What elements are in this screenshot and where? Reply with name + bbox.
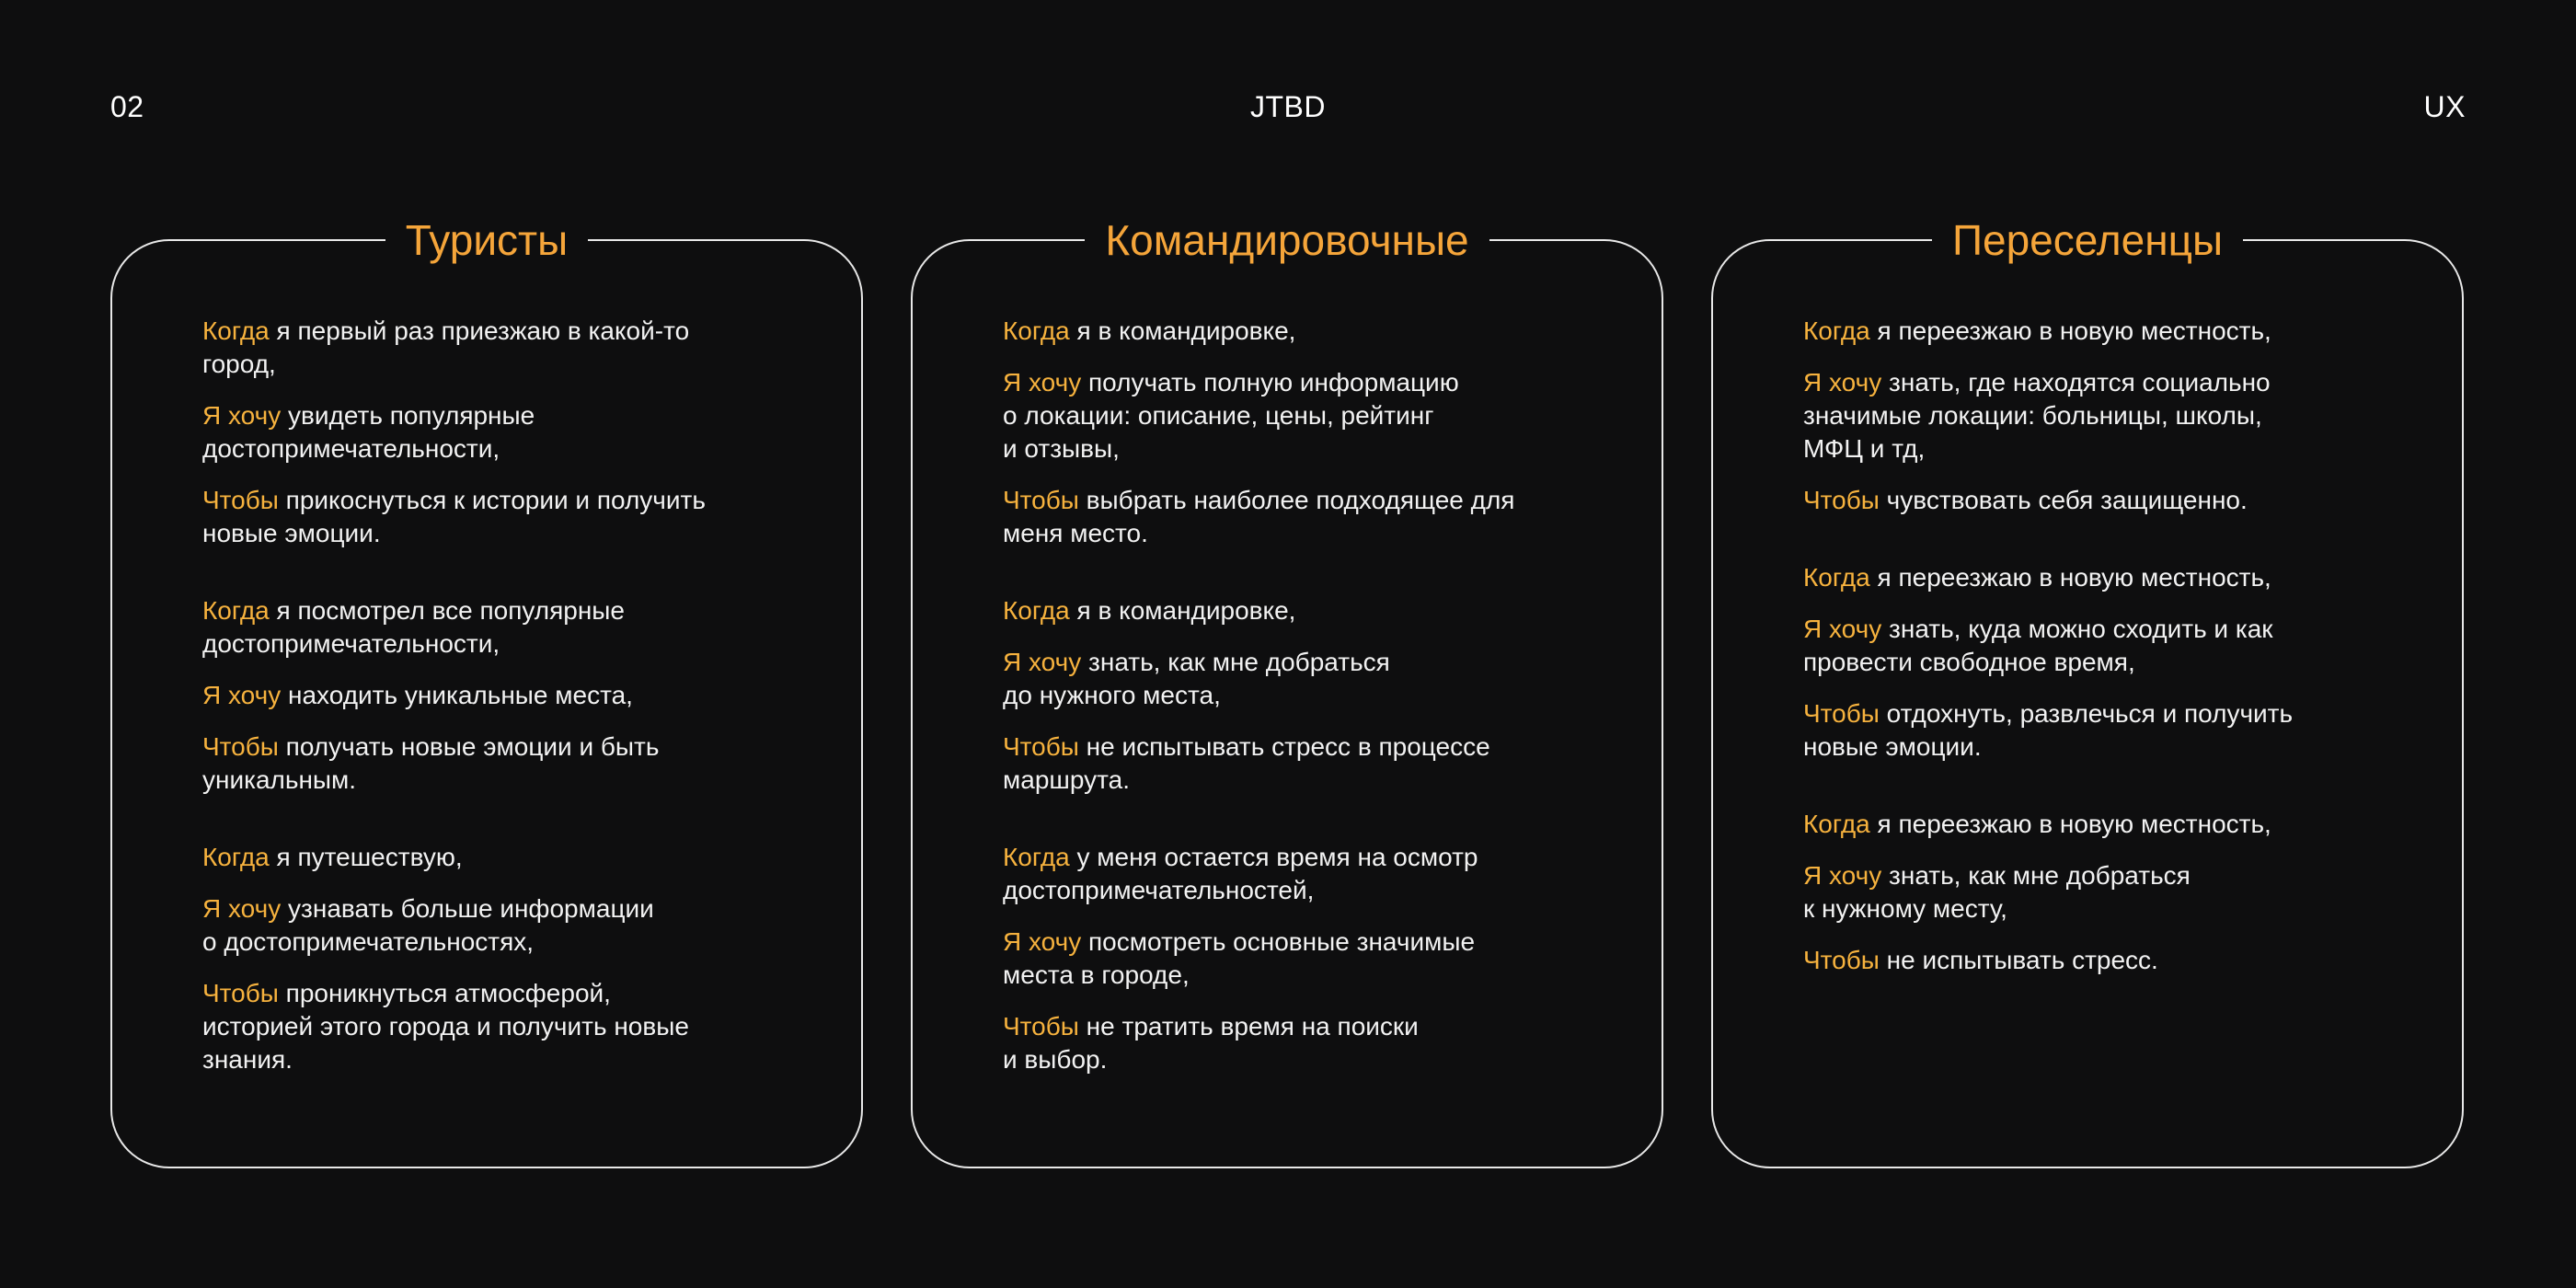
card-body	[1803, 315, 2379, 1021]
keyword: Чтобы	[1803, 699, 1880, 728]
statement: получать полную информацию о локации: описание, цены, рейтинг и отзывы,	[1003, 368, 1459, 463]
jtbd-block	[1003, 841, 1579, 1076]
statement: у меня остается время на осмотр достопримечательностей,	[1003, 843, 1478, 904]
keyword: Чтобы	[202, 979, 279, 1007]
jtbd-when	[1803, 808, 2379, 841]
jtbd-so-that	[1803, 697, 2379, 764]
jtbd-when	[1803, 561, 2379, 594]
jtbd-want	[1003, 366, 1579, 466]
jtbd-when	[1003, 315, 1579, 348]
keyword: Когда	[1803, 563, 1870, 592]
statement: находить уникальные места,	[281, 681, 633, 709]
statement: я переезжаю в новую местность,	[1869, 563, 2271, 592]
section-label: UX	[2423, 90, 2466, 123]
statement: я посмотрел все популярные достопримечательности,	[202, 596, 625, 658]
jtbd-want	[202, 892, 778, 959]
keyword: Когда	[202, 596, 270, 625]
jtbd-so-that	[202, 730, 778, 797]
keyword: Я хочу	[1003, 927, 1082, 956]
keyword: Я хочу	[1803, 861, 1882, 890]
jtbd-block	[1003, 594, 1579, 797]
jtbd-want	[1003, 926, 1579, 992]
keyword: Когда	[202, 843, 270, 871]
jtbd-when	[1003, 594, 1579, 627]
card-title: Туристы	[385, 208, 588, 272]
statement: отдохнуть, развлечься и получить новые эмоции.	[1803, 699, 2294, 761]
statement: не тратить время на поиски и выбор.	[1003, 1012, 1419, 1074]
persona-card-relocators	[1711, 216, 2464, 1168]
jtbd-when	[202, 315, 778, 381]
statement: я путешествую,	[269, 843, 463, 871]
keyword: Я хочу	[1803, 368, 1882, 397]
keyword: Я хочу	[1003, 368, 1082, 397]
keyword: Я хочу	[1803, 615, 1882, 643]
statement: знать, как мне добраться до нужного места,	[1003, 648, 1390, 709]
jtbd-block	[202, 841, 778, 1076]
keyword: Чтобы	[1803, 486, 1880, 514]
jtbd-so-that	[1003, 1010, 1579, 1076]
statement: проникнуться атмосферой, историей этого города и получить новые знания.	[202, 979, 689, 1074]
statement: выбрать наиболее подходящее для меня место.	[1003, 486, 1515, 547]
jtbd-block	[1803, 808, 2379, 977]
jtbd-want	[1003, 646, 1579, 712]
page-number: 02	[110, 90, 144, 123]
keyword: Когда	[1803, 810, 1870, 838]
page-title: JTBD	[1250, 90, 1326, 123]
jtbd-want	[1803, 366, 2379, 466]
card-body	[202, 315, 778, 1121]
keyword: Я хочу	[202, 401, 282, 430]
jtbd-block	[1803, 561, 2379, 764]
keyword: Чтобы	[1003, 732, 1079, 761]
jtbd-so-that	[202, 977, 778, 1076]
keyword: Когда	[1003, 843, 1070, 871]
jtbd-block	[202, 315, 778, 550]
jtbd-so-that	[202, 484, 778, 550]
statement: увидеть популярные достопримечательности,	[202, 401, 535, 463]
keyword: Когда	[1803, 316, 1870, 345]
statement: знать, как мне добраться к нужному месту,	[1803, 861, 2191, 923]
jtbd-block	[202, 594, 778, 797]
statement: чувствовать себя защищенно.	[1879, 486, 2248, 514]
jtbd-so-that	[1003, 484, 1579, 550]
statement: знать, куда можно сходить и как провести свободное время,	[1803, 615, 2273, 676]
jtbd-so-that	[1803, 484, 2379, 517]
card-title: Командировочные	[1085, 208, 1489, 272]
keyword: Чтобы	[1003, 486, 1079, 514]
statement: я переезжаю в новую местность,	[1869, 316, 2271, 345]
jtbd-want	[1803, 613, 2379, 679]
jtbd-when	[202, 594, 778, 661]
jtbd-so-that	[1803, 944, 2379, 977]
jtbd-when	[202, 841, 778, 874]
jtbd-block	[1003, 315, 1579, 550]
card-title: Переселенцы	[1932, 208, 2243, 272]
statement: я в командировке,	[1069, 316, 1296, 345]
statement: получать новые эмоции и быть уникальным.	[202, 732, 660, 794]
jtbd-so-that	[1003, 730, 1579, 797]
card-body	[1003, 315, 1579, 1121]
jtbd-when	[1803, 315, 2379, 348]
keyword: Когда	[202, 316, 270, 345]
keyword: Когда	[1003, 596, 1070, 625]
statement: узнавать больше информации о достопримечательностях,	[202, 894, 654, 956]
statement: я переезжаю в новую местность,	[1869, 810, 2271, 838]
keyword: Я хочу	[202, 681, 282, 709]
statement: не испытывать стресс в процессе маршрута.	[1003, 732, 1490, 794]
keyword: Чтобы	[202, 732, 279, 761]
statement: прикоснуться к истории и получить новые эмоции.	[202, 486, 706, 547]
statement: я в командировке,	[1069, 596, 1296, 625]
jtbd-want	[202, 399, 778, 466]
jtbd-block	[1803, 315, 2379, 517]
keyword: Я хочу	[1003, 648, 1082, 676]
persona-card-tourists	[110, 216, 863, 1168]
jtbd-when	[1003, 841, 1579, 907]
jtbd-want	[202, 679, 778, 712]
statement: посмотреть основные значимые места в городе,	[1003, 927, 1476, 989]
persona-card-business-travelers	[911, 216, 1663, 1168]
keyword: Чтобы	[202, 486, 279, 514]
keyword: Когда	[1003, 316, 1070, 345]
statement: не испытывать стресс.	[1879, 946, 2158, 974]
statement: знать, где находятся социально значимые локации: больницы, школы, МФЦ и тд,	[1803, 368, 2271, 463]
keyword: Я хочу	[202, 894, 282, 923]
keyword: Чтобы	[1803, 946, 1880, 974]
statement: я первый раз приезжаю в какой-то город,	[202, 316, 690, 378]
keyword: Чтобы	[1003, 1012, 1079, 1041]
jtbd-want	[1803, 859, 2379, 926]
